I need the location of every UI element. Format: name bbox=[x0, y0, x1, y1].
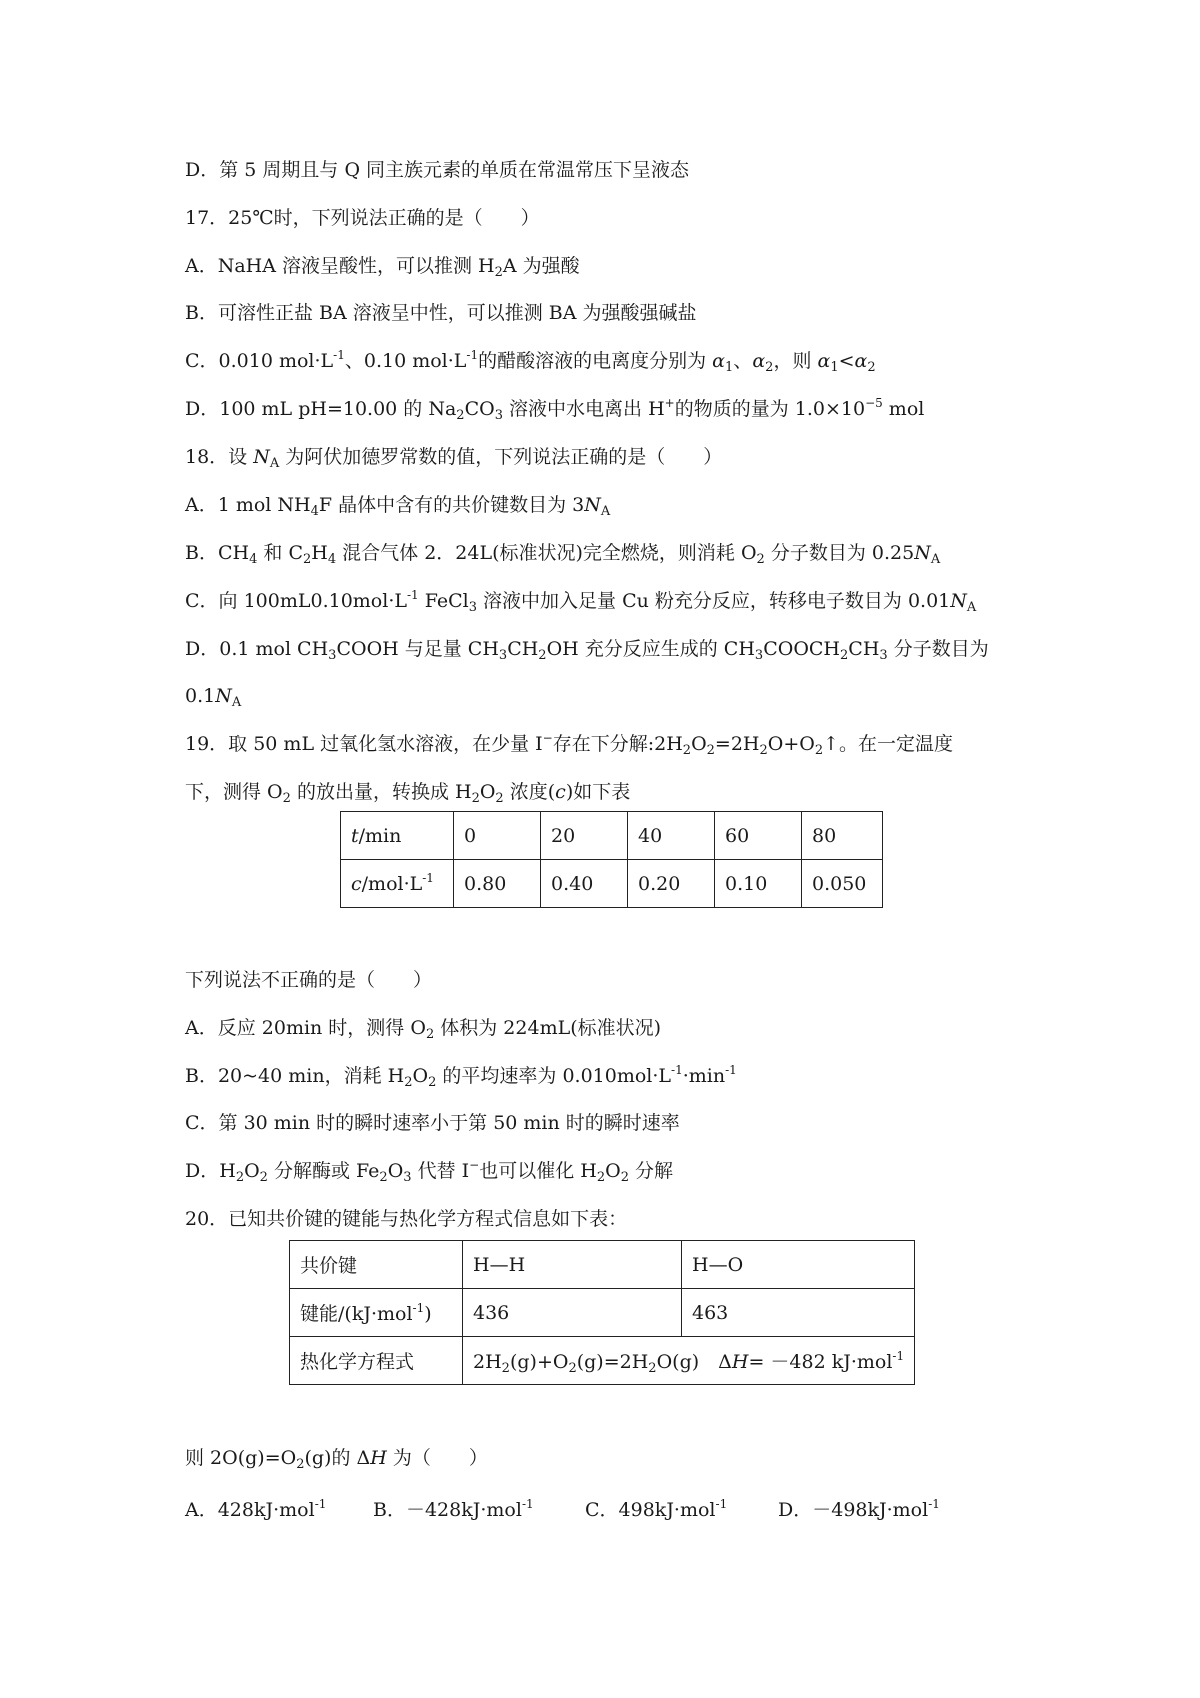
table-cell: 40 bbox=[628, 812, 715, 860]
q18-option-c: C．向 $100mL0.10mol\cdot L^{-1}$ FeCl$_3$ 溶液中加入足量 Cu 粉充分反应，转移电子数目为 $0.01N_A$ bbox=[185, 588, 977, 615]
table-cell: 0.80 bbox=[454, 860, 541, 908]
q19-option-b: B．20~40 min，消耗 $H_2O_2$ 的平均速率为 $0.010mol\cdot L^{-1}\cdot\min^{-1}$ bbox=[185, 1063, 737, 1090]
q20-option-d: D．－498kJ·mol$^{-1}$ bbox=[778, 1497, 940, 1521]
table-header-cell: $c/mol\cdot L^{-1}$ bbox=[341, 860, 454, 908]
q17-stem: 17．25℃时，下列说法正确的是（ ） bbox=[185, 207, 540, 229]
q18-option-b: B．$CH_4$ 和 $C_2H_4$ 混合气体 2．24L(标准状况)完全燃烧，则消耗 $O_2$ 分子数目为 $0.25N_A$ bbox=[185, 542, 941, 567]
q19-stem-line2: 下，测得 $O_2$ 的放出量，转换成 $H_2O_2$ 浓度(c)如下表 bbox=[185, 781, 631, 806]
table-header-cell: 共价键 bbox=[290, 1241, 463, 1289]
q19-concentration-table bbox=[340, 811, 883, 908]
table-cell: 20 bbox=[541, 812, 628, 860]
table-row bbox=[290, 1241, 915, 1289]
table-cell: $2H_2(g)+O_2(g)=2H_2O(g)$ ΔH= －482 kJ·mol$^{-1}$ bbox=[463, 1337, 915, 1385]
q17-option-c: C．0.010 $mol\cdot L^{-1}$、0.10 $mol\cdot L^{-1}$的醋酸溶液的电离度分别为 $\alpha_1$、$\alpha_2$，则 $\alpha_1<\alpha_2$ bbox=[185, 348, 876, 375]
q20-options bbox=[185, 1495, 1085, 1521]
table-header-cell: t/min bbox=[341, 812, 454, 860]
table-cell: H—H bbox=[463, 1241, 682, 1289]
q19-option-c: C．第 30 min 时的瞬时速率小于第 50 min 时的瞬时速率 bbox=[185, 1112, 680, 1134]
table-cell: 436 bbox=[463, 1289, 682, 1337]
q20-bond-energy-table bbox=[289, 1240, 915, 1385]
table-row bbox=[341, 860, 883, 908]
q20-option-c: C．498kJ·mol$^{-1}$ bbox=[585, 1497, 728, 1521]
q17-option-a: A．NaHA 溶液呈酸性，可以推测 $H_2A$ 为强酸 bbox=[185, 255, 580, 280]
q18-option-a: A．1 mol $NH_4F$ 晶体中含有的共价键数目为 $3N_A$ bbox=[185, 494, 611, 519]
table-header-cell: 键能/(kJ·mol$^{-1}$) bbox=[290, 1289, 463, 1337]
q19-option-a: A．反应 20min 时，测得 $O_2$ 体积为 224mL(标准状况) bbox=[185, 1017, 662, 1042]
table-cell: 60 bbox=[715, 812, 802, 860]
q18-stem: 18．设 $N_A$ 为阿伏加德罗常数的值，下列说法正确的是（ ） bbox=[185, 446, 723, 471]
q19-option-d: D．$H_2O_2$ 分解酶或 $Fe_2O_3$ 代替 I−也可以催化 $H_2O_2$ 分解 bbox=[185, 1158, 674, 1185]
q17-option-d: D．100 mL pH=10.00 的 $Na_2CO_3$ 溶液中水电离出 H+的物质的量为 $1.0\times 10^{-5}$ mol bbox=[185, 396, 925, 423]
table-row bbox=[290, 1289, 915, 1337]
table-row bbox=[290, 1337, 915, 1385]
table-cell: 0.40 bbox=[541, 860, 628, 908]
table-row bbox=[341, 812, 883, 860]
q20-option-a: A．428kJ·mol$^{-1}$ bbox=[185, 1497, 327, 1521]
q20-stem: 20．已知共价键的键能与热化学方程式信息如下表： bbox=[185, 1208, 628, 1230]
q19-stem-line1: 19．取 50 mL 过氧化氢水溶液，在少量 I−存在下分解$:2H_2O_2=2H_2O+O_2↑$。在一定温度 bbox=[185, 731, 954, 758]
table-cell: 463 bbox=[682, 1289, 915, 1337]
table-header-cell: 热化学方程式 bbox=[290, 1337, 463, 1385]
q17-option-b: B．可溶性正盐 BA 溶液呈中性，可以推测 BA 为强酸强碱盐 bbox=[185, 302, 697, 324]
table-cell: 0.10 bbox=[715, 860, 802, 908]
table-cell: 80 bbox=[802, 812, 883, 860]
q20-option-b: B．－428kJ·mol$^{-1}$ bbox=[373, 1497, 534, 1521]
table-cell: 0 bbox=[454, 812, 541, 860]
q18-option-d: D．0.1 mol $CH_3COOH$ 与足量 $CH_3CH_2OH$ 充分反应生成的 $CH_3COOCH_2CH_3$ 分子数目为 bbox=[185, 638, 989, 663]
q18-option-d-cont: $0.1N_A$ bbox=[185, 685, 242, 710]
table-cell: H—O bbox=[682, 1241, 915, 1289]
table-cell: 0.050 bbox=[802, 860, 883, 908]
q16-option-d: D．第 5 周期且与 Q 同主族元素的单质在常温常压下呈液态 bbox=[185, 159, 690, 181]
q20-ask: 则 $2O(g)=O_2(g)$的 ΔH 为（ ） bbox=[185, 1447, 488, 1472]
table-cell: 0.20 bbox=[628, 860, 715, 908]
q19-ask: 下列说法不正确的是（ ） bbox=[185, 969, 433, 991]
